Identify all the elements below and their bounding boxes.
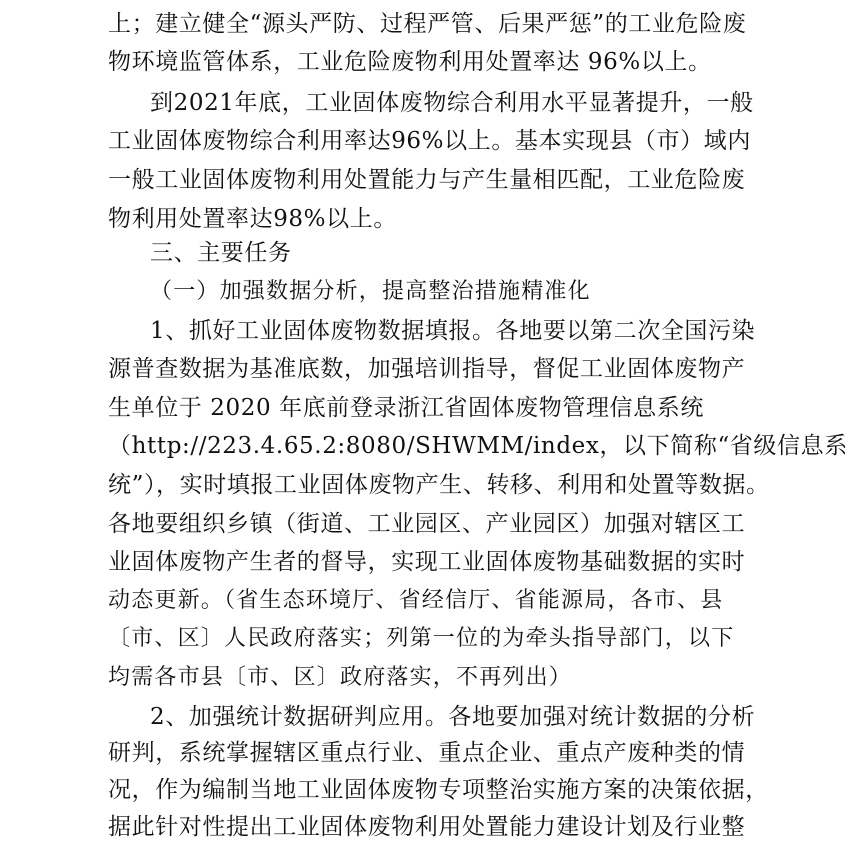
- body-text-line: 统”），实时填报工业固体废物产生、转移、利用和处置等数据。: [108, 472, 770, 498]
- body-text-line: 〔市、区〕人民政府落实；列第一位的为牵头指导部门，以下: [108, 626, 735, 651]
- body-text-line: 研判，系统掌握辖区重点行业、重点企业、重点产废种类的情: [108, 740, 746, 766]
- body-text-line: 各地要组织乡镇（街道、工业园区、产业园区）加强对辖区工: [108, 511, 746, 537]
- body-text-line: 均需各市县〔市、区〕政府落实，不再列出）: [108, 665, 573, 690]
- body-text-line: 况，作为编制当地工业固体废物专项整治实施方案的决策依据，: [108, 777, 769, 803]
- body-text-line: 业固体废物产生者的督导，实现工业固体废物基础数据的实时: [108, 549, 746, 575]
- body-text-line: 上；建立健全“源头严防、过程严管、后果严惩”的工业危险废: [108, 11, 747, 37]
- body-text-line: 据此针对性提出工业固体废物利用处置能力建设计划及行业整: [108, 814, 746, 840]
- body-text-line: 源普查数据为基准底数，加强培训指导，督促工业固体废物产: [108, 356, 746, 382]
- body-text-line: 生单位于 2020 年底前登录浙江省固体废物管理信息系统: [108, 395, 704, 421]
- section-heading: 三、主要任务: [150, 240, 292, 266]
- body-text-line: （http://223.4.65.2:8080/SHWMM/index，以下简称“省级信息系: [108, 433, 848, 459]
- body-text-line: 工业固体废物综合利用率达96%以上。基本实现县（市）域内: [108, 128, 751, 154]
- paragraph-first-line: 1、抓好工业固体废物数据填报。各地要以第二次全国污染: [150, 318, 756, 344]
- subsection-heading: （一）加强数据分析，提高整治措施精准化: [150, 279, 591, 304]
- paragraph-first-line: 到2021年底，工业固体废物综合利用水平显著提升，一般: [150, 90, 754, 116]
- body-text-line: 一般工业固体废物利用处置能力与产生量相匹配，工业危险废: [108, 167, 746, 193]
- body-text-line: 动态更新。（省生态环境厅、省经信厅、省能源局，各市、县: [108, 588, 724, 613]
- body-text-line: 物环境监管体系，工业危险废物利用处置率达 96%以上。: [108, 49, 712, 75]
- paragraph-first-line: 2、加强统计数据研判应用。各地要加强对统计数据的分析: [150, 704, 756, 730]
- body-text-line: 物利用处置率达98%以上。: [108, 206, 397, 232]
